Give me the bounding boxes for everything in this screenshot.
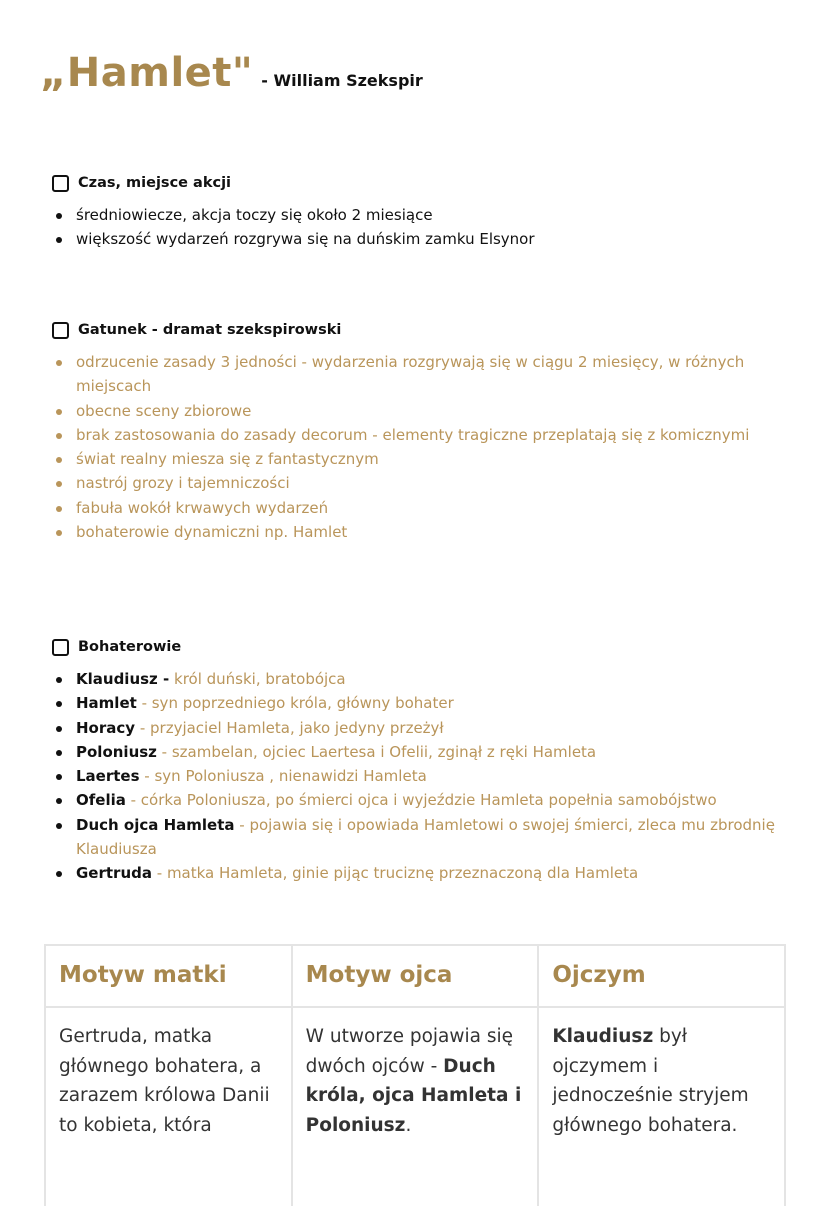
bullet-icon bbox=[56, 506, 62, 512]
bullet-icon bbox=[56, 530, 62, 536]
list-item: Horacy - przyjaciel Hamleta, jako jedyny przeżył bbox=[52, 716, 802, 740]
column-heading: Motyw matki bbox=[46, 946, 291, 1008]
table-column-father bbox=[293, 946, 540, 1206]
list-item: większość wydarzeń rozgrywa się na duńskim zamku Elsynor bbox=[52, 227, 802, 251]
list-item: obecne sceny zbiorowe bbox=[52, 399, 802, 423]
bullet-icon bbox=[56, 360, 62, 366]
motifs-table bbox=[44, 944, 786, 1206]
section-heading bbox=[52, 637, 802, 657]
table-column-mother bbox=[46, 946, 293, 1206]
section-heading bbox=[52, 173, 802, 193]
page-title: „Hamlet" bbox=[40, 50, 254, 96]
bullet-icon bbox=[56, 701, 62, 707]
list-item: nastrój grozy i tajemniczości bbox=[52, 471, 802, 495]
section-time-place bbox=[52, 173, 802, 252]
bullet-icon bbox=[56, 237, 62, 243]
list-item: średniowiecze, akcja toczy się około 2 miesiące bbox=[52, 203, 802, 227]
section-heading-label: Bohaterowie bbox=[78, 639, 182, 655]
list-item: Ofelia - córka Poloniusza, po śmierci ojca i wyjeździe Hamleta popełnia samobójstwo bbox=[52, 788, 802, 812]
section-heading bbox=[52, 320, 802, 340]
characters-list bbox=[52, 667, 802, 886]
checkbox-icon[interactable] bbox=[52, 175, 69, 192]
bullet-icon bbox=[56, 726, 62, 732]
column-heading: Motyw ojca bbox=[293, 946, 538, 1008]
list-item: Duch ojca Hamleta - pojawia się i opowiada Hamletowi o swojej śmierci, zleca mu zbrodnię Klaudiusza bbox=[52, 813, 802, 862]
bullet-icon bbox=[56, 774, 62, 780]
section-heading-label: Gatunek - dramat szekspirowski bbox=[78, 322, 342, 338]
bullet-icon bbox=[56, 798, 62, 804]
list-item: Hamlet - syn poprzedniego króla, główny bohater bbox=[52, 691, 802, 715]
list-item: Gertruda - matka Hamleta, ginie pijąc truciznę przeznaczoną dla Hamleta bbox=[52, 861, 802, 885]
list-item: odrzucenie zasady 3 jedności - wydarzenia rozgrywają się w ciągu 2 miesięcy, w różnych miejscach bbox=[52, 350, 802, 399]
bullet-icon bbox=[56, 823, 62, 829]
column-body: Klaudiusz był ojczymem i jednocześnie stryjem głównego bohatera. bbox=[552, 1026, 749, 1136]
checkbox-icon[interactable] bbox=[52, 322, 69, 339]
bullet-icon bbox=[56, 457, 62, 463]
table-column-stepfather bbox=[539, 946, 784, 1206]
bullet-icon bbox=[56, 677, 62, 683]
bullet-icon bbox=[56, 409, 62, 415]
list-item: Klaudiusz - król duński, bratobójca bbox=[52, 667, 802, 691]
bullet-icon bbox=[56, 433, 62, 439]
section-characters bbox=[52, 637, 802, 886]
time-place-list bbox=[52, 203, 802, 252]
author: - William Szekspir bbox=[261, 71, 423, 90]
list-item: Laertes - syn Poloniusza , nienawidzi Hamleta bbox=[52, 764, 802, 788]
list-item: bohaterowie dynamiczni np. Hamlet bbox=[52, 520, 802, 544]
title-row bbox=[40, 50, 423, 96]
bullet-icon bbox=[56, 871, 62, 877]
column-body: Gertruda, matka głównego bohatera, a zarazem królowa Danii to kobieta, która bbox=[59, 1026, 270, 1136]
list-item: świat realny miesza się z fantastycznym bbox=[52, 447, 802, 471]
column-body: W utworze pojawia się dwóch ojców - Duch króla, ojca Hamleta i Poloniusz. bbox=[305, 1026, 522, 1136]
list-item: fabuła wokół krwawych wydarzeń bbox=[52, 496, 802, 520]
bullet-icon bbox=[56, 750, 62, 756]
bullet-icon bbox=[56, 213, 62, 219]
column-heading: Ojczym bbox=[539, 946, 784, 1008]
bullet-icon bbox=[56, 481, 62, 487]
section-genre bbox=[52, 320, 802, 544]
checkbox-icon[interactable] bbox=[52, 639, 69, 656]
genre-list bbox=[52, 350, 802, 544]
list-item: Poloniusz - szambelan, ojciec Laertesa i Ofelii, zginął z ręki Hamleta bbox=[52, 740, 802, 764]
section-heading-label: Czas, miejsce akcji bbox=[78, 175, 232, 191]
list-item: brak zastosowania do zasady decorum - elementy tragiczne przeplatają się z komicznymi bbox=[52, 423, 802, 447]
